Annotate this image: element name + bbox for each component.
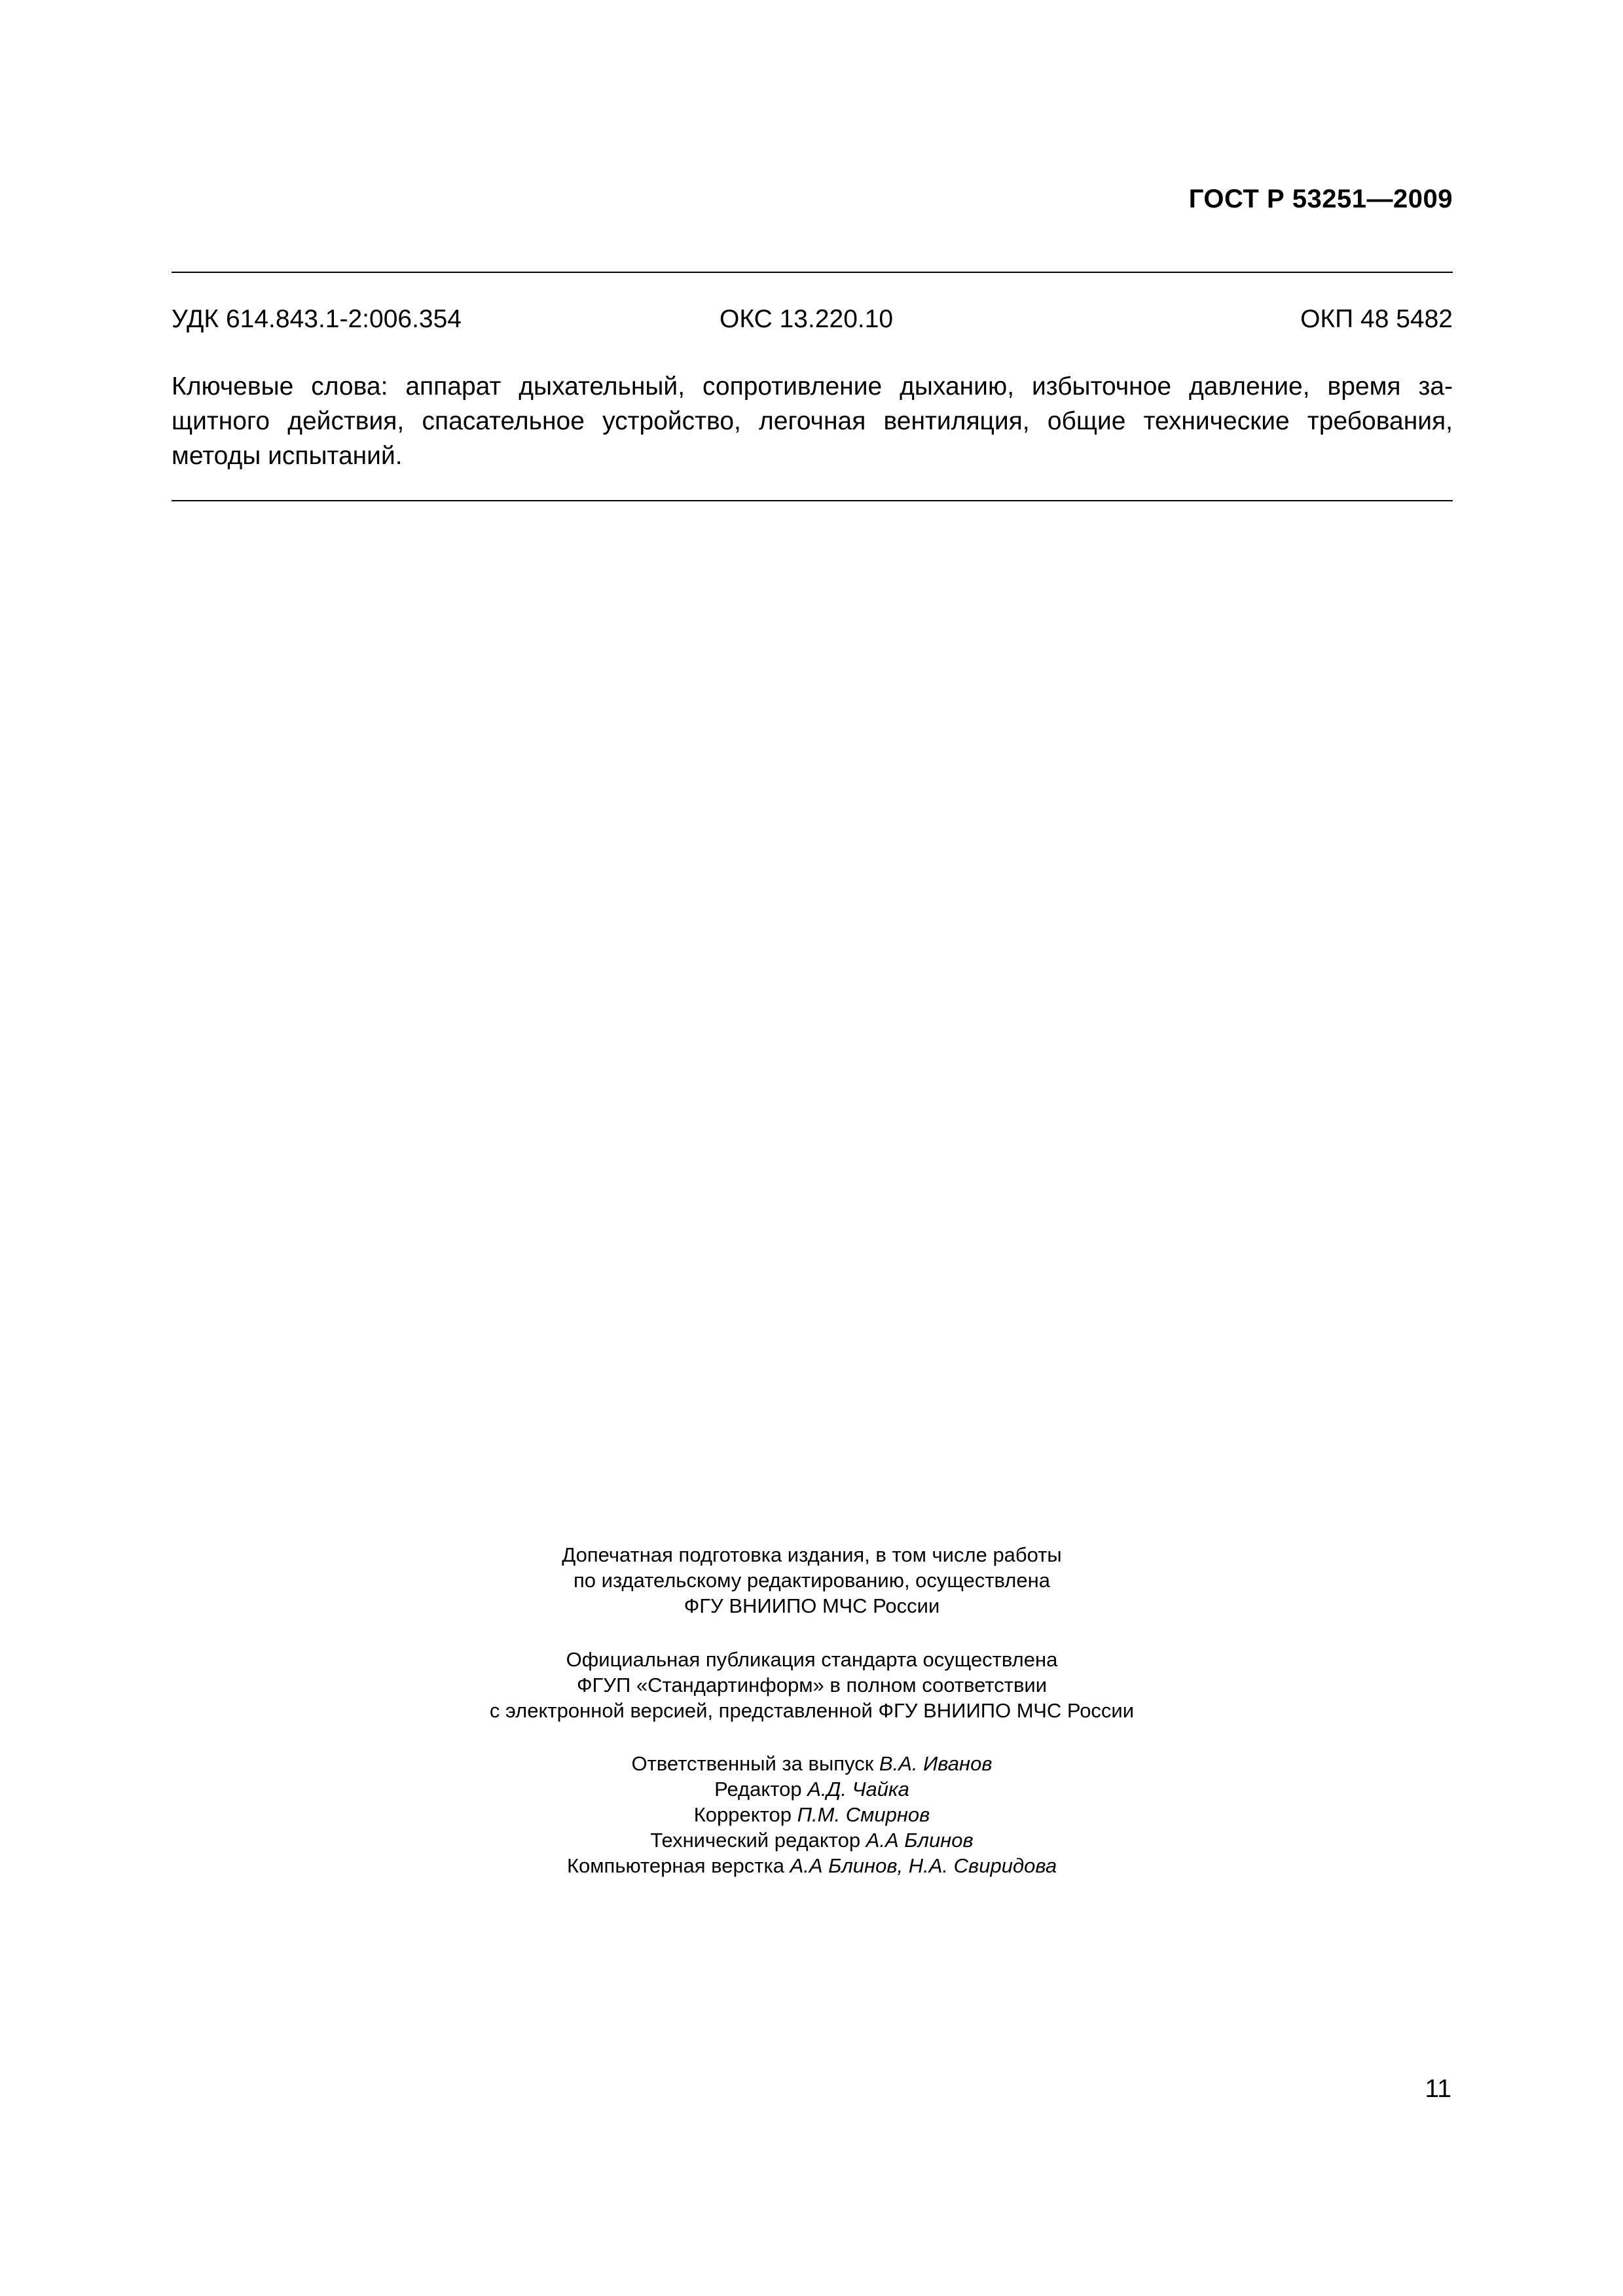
credit-name: А.А Блинов, Н.А. Свиридова	[790, 1854, 1057, 1877]
standard-designation: ГОСТ Р 53251—2009	[1188, 185, 1453, 213]
keywords-line: методы испытаний.	[172, 442, 403, 470]
keywords-paragraph	[172, 369, 1453, 473]
page-number: 11	[1425, 2075, 1451, 2103]
credit-role: Корректор	[693, 1803, 792, 1826]
imprint-credits	[393, 1751, 1231, 1878]
credit-name: А.А Блинов	[866, 1829, 974, 1852]
classification-codes	[172, 305, 1453, 338]
imprint-line: Допечатная подготовка издания, в том числе работы	[562, 1543, 1062, 1566]
imprint-line: ФГУП «Стандартинформ» в полном соответствии	[576, 1674, 1048, 1696]
udk-code: УДК 614.843.1-2:006.354	[172, 305, 462, 333]
oks-code: ОКС 13.220.10	[720, 305, 894, 333]
imprint-line: ФГУ ВНИИПО МЧС России	[684, 1594, 940, 1617]
credit-line	[393, 1827, 1231, 1853]
bottom-divider	[172, 500, 1453, 501]
credit-name: П.М. Смирнов	[797, 1803, 930, 1826]
credit-role: Ответственный за выпуск	[631, 1752, 874, 1775]
imprint-publication	[393, 1647, 1231, 1723]
top-divider	[172, 272, 1453, 273]
credit-role: Технический редактор	[650, 1829, 861, 1852]
imprint-line: по издательскому редактированию, осуществлена	[574, 1569, 1050, 1592]
credit-line	[393, 1751, 1231, 1776]
credit-name: А.Д. Чайка	[807, 1778, 909, 1801]
credit-line	[393, 1776, 1231, 1802]
credit-line	[393, 1802, 1231, 1827]
credit-role: Компьютерная верстка	[566, 1854, 784, 1877]
credit-name: В.А. Иванов	[879, 1752, 993, 1775]
imprint-line: с электронной версией, представленной ФГУ ВНИИПО МЧС России	[489, 1699, 1135, 1722]
credit-line	[393, 1853, 1231, 1878]
keywords-line: щитного действия, спасательное устройство, легочная вентиляция, общие технические требования,	[172, 407, 1453, 435]
keywords-line: Ключевые слова: аппарат дыхательный, сопротивление дыханию, избыточное давление, время за-	[172, 372, 1453, 401]
credit-role: Редактор	[714, 1778, 802, 1801]
imprint-line: Официальная публикация стандарта осуществлена	[566, 1648, 1058, 1671]
imprint-prepress	[393, 1542, 1231, 1619]
okp-code: ОКП 48 5482	[1300, 305, 1453, 333]
